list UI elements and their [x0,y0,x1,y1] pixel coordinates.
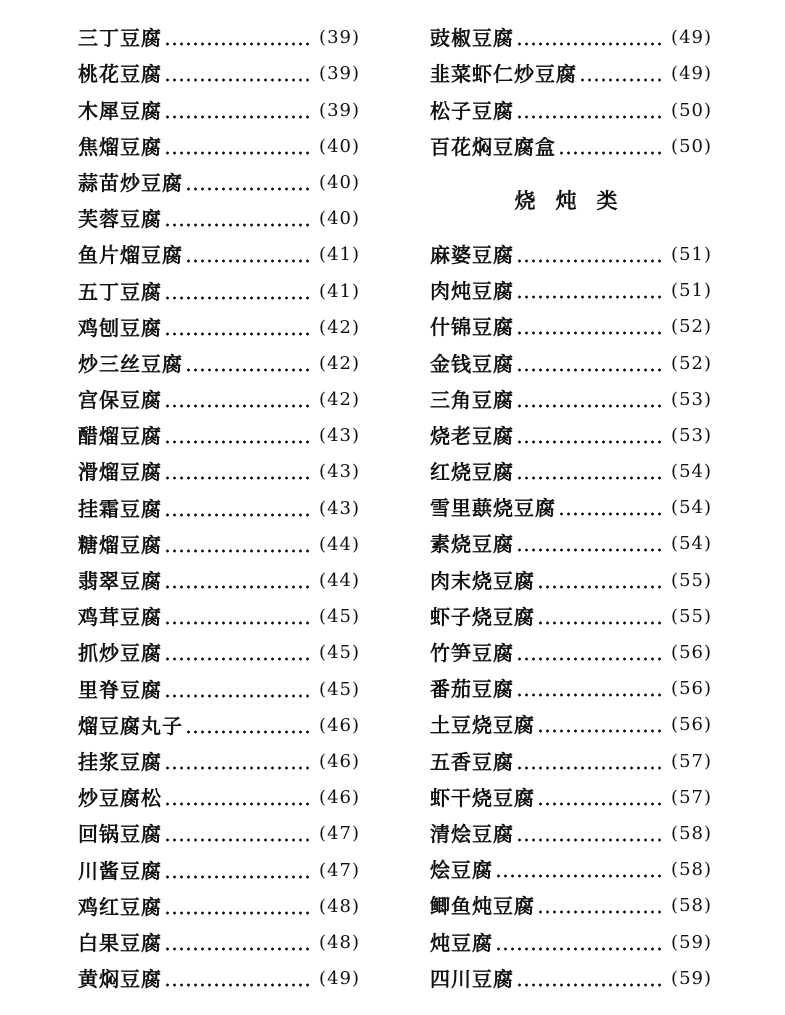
toc-entry-title: 五香豆腐 [430,749,514,774]
toc-entry-page: (50) [671,135,712,157]
toc-entry [78,925,360,961]
toc-entry-title: 红烧豆腐 [430,460,514,485]
toc-entry-page: (57) [671,786,712,808]
toc-entry-page: (56) [671,642,712,663]
toc-entry-page: (42) [319,389,360,411]
toc-entry-page: (47) [319,823,360,845]
toc-entry-title: 百花焖豆腐盒 [430,134,556,159]
toc-entry-title: 鸡茸豆腐 [78,605,162,630]
toc-entry [430,418,712,454]
toc-entry-title: 宫保豆腐 [78,388,162,413]
toc-entry-title: 回锅豆腐 [78,822,162,847]
toc-entry [78,780,360,816]
toc-entry-page: (49) [319,968,360,990]
toc-entry-page: (46) [319,750,360,772]
dot-leader [537,728,665,734]
toc-entry-page: (43) [319,425,360,447]
toc-entry-page: (39) [319,27,360,49]
toc-entry [430,961,712,997]
dot-leader [495,946,665,952]
toc-entry-page: (51) [671,280,712,302]
toc-entry [78,961,360,997]
toc-entry-title: 麻婆豆腐 [430,242,514,267]
dot-leader [537,801,665,807]
toc-entry-title: 鲫鱼炖豆腐 [430,894,535,919]
toc-entry-page: (41) [319,280,360,302]
toc-entry-page: (55) [671,569,712,591]
dot-leader [164,41,313,47]
toc-entry-page: (42) [319,316,360,338]
dot-leader [164,584,313,590]
dot-leader [558,150,665,156]
toc-entry-title: 三角豆腐 [430,387,514,412]
toc-entry-title: 肉炖豆腐 [430,279,514,304]
toc-entry-title: 焦熘豆腐 [78,134,162,159]
dot-leader [164,620,313,626]
toc-entry [78,129,360,165]
toc-entry-title: 糖熘豆腐 [78,532,162,557]
toc-entry-title: 鸡刨豆腐 [78,315,162,340]
dot-leader [516,403,665,409]
toc-entry-title: 挂浆豆腐 [78,749,162,774]
toc-entry-title: 抓炒豆腐 [78,641,162,666]
toc-entry-page: (40) [319,135,360,157]
dot-leader [164,946,313,952]
toc-entry-title: 金钱豆腐 [430,351,514,376]
toc-entry [430,56,712,92]
toc-entry-page: (44) [319,533,360,555]
dot-leader [516,439,665,445]
toc-entry-title: 四川豆腐 [430,966,514,991]
toc-entry [430,562,712,598]
toc-entry-page: (58) [671,859,712,881]
toc-entry [430,888,712,924]
dot-leader [516,692,665,698]
dot-leader [516,475,665,481]
dot-leader [164,331,313,337]
dot-leader [164,982,313,988]
toc-entry-title: 蒜苗炒豆腐 [78,170,183,195]
dot-leader [516,837,665,843]
dot-leader [516,656,665,662]
toc-entry [78,889,360,925]
toc-entry-page: (40) [319,171,360,193]
dot-leader [164,295,313,301]
toc-entry-title: 桃花豆腐 [78,62,162,87]
toc-entry-title: 素烧豆腐 [430,532,514,557]
toc-entry [78,346,360,382]
toc-entry-page: (49) [671,27,712,49]
toc-entry [430,635,712,671]
toc-entry-page: (40) [319,208,360,230]
toc-entry-page: (54) [671,533,712,555]
dot-leader [164,150,313,156]
dot-leader [164,475,313,481]
toc-entry [78,310,360,346]
dot-leader [537,620,665,626]
toc-entry-title: 鱼片熘豆腐 [78,243,183,268]
toc-entry [430,526,712,562]
section-heading: 烧炖类 [514,187,638,213]
toc-entry [430,92,712,128]
toc-entry-title: 肉末烧豆腐 [430,568,535,593]
dot-leader [516,765,665,771]
toc-entry [78,527,360,563]
toc-entry [430,816,712,852]
toc-entry-page: (47) [319,859,360,881]
dot-leader [185,729,313,735]
toc-entry [430,924,712,960]
dot-leader [516,367,665,373]
dot-leader [164,403,313,409]
toc-entry [78,599,360,635]
toc-entry-page: (54) [671,497,712,519]
toc-entry [430,237,712,273]
toc-entry [430,309,712,345]
toc-entry-title: 土豆烧豆腐 [430,713,535,738]
toc-entry-page: (48) [319,895,360,917]
toc-entry-page: (41) [319,244,360,266]
toc-entry-title: 川酱豆腐 [78,858,162,883]
toc-entry-title: 翡翠豆腐 [78,569,162,593]
dot-leader [164,765,313,771]
toc-entry [78,56,360,92]
toc-entry [78,816,360,852]
toc-entry-title: 豉椒豆腐 [430,26,514,51]
toc-entry [78,273,360,309]
dot-leader [516,982,665,988]
toc-right-top-group [430,20,712,165]
toc-entry [78,852,360,888]
dot-leader [164,801,313,807]
dot-leader [164,874,313,880]
toc-entry [430,780,712,816]
toc-entry [430,382,712,418]
dot-leader [164,439,313,445]
toc-entry-page: (53) [671,388,712,410]
toc-entry-page: (58) [671,822,712,844]
dot-leader [558,511,665,517]
toc-right-bottom-group [430,237,712,997]
dot-leader [164,693,313,699]
toc-entry-title: 清烩豆腐 [430,821,514,846]
toc-entry [78,165,360,201]
toc-entry-title: 醋熘豆腐 [78,424,162,449]
toc-entry-title: 黄焖豆腐 [78,967,162,992]
toc-entry [78,92,360,128]
toc-entry-title: 番茄豆腐 [430,677,514,702]
toc-entry [430,345,712,381]
toc-entry [430,454,712,490]
toc-entry-page: (54) [671,461,712,483]
toc-entry-title: 虾子烧豆腐 [430,604,535,629]
dot-leader [164,548,313,554]
dot-leader [495,873,665,879]
dot-leader [164,656,313,662]
toc-entry-page: (53) [671,424,712,446]
dot-leader [579,77,665,83]
toc-entry-page: (46) [319,787,360,809]
dot-leader [516,330,665,336]
toc-entry [78,708,360,744]
toc-entry [78,671,360,707]
toc-entry-page: (59) [671,967,712,989]
toc-left-column [78,20,360,997]
toc-entry-title: 雪里蕻烧豆腐 [430,496,556,521]
toc-entry-title: 鸡红豆腐 [78,894,162,919]
toc-entry-title: 竹笋豆腐 [430,641,514,665]
toc-entry [78,201,360,237]
toc-entry-page: (49) [671,63,712,85]
toc-entry-page: (46) [319,714,360,736]
toc-entry-page: (57) [671,750,712,772]
toc-entry-title: 白果豆腐 [78,930,162,955]
toc-entry [78,237,360,273]
toc-entry-page: (45) [319,606,360,628]
toc-entry-title: 松子豆腐 [430,98,514,123]
toc-entry-page: (43) [319,461,360,483]
toc-entry-title: 炖豆腐 [430,930,493,955]
dot-leader [537,909,665,915]
toc-entry-title: 挂霜豆腐 [78,496,162,521]
toc-entry-page: (43) [319,497,360,519]
toc-entry [78,490,360,526]
toc-entry-page: (44) [319,570,360,591]
toc-entry [430,707,712,743]
toc-entry [78,454,360,490]
toc-entry-title: 烧老豆腐 [430,423,514,448]
toc-entry [430,671,712,707]
toc-entry-page: (59) [671,931,712,953]
toc-entry-page: (42) [319,352,360,374]
toc-entry-title: 三丁豆腐 [78,26,162,51]
dot-leader [164,222,313,228]
toc-entry-title: 五丁豆腐 [78,279,162,304]
toc-entry-page: (52) [671,316,712,338]
toc-entry [78,563,360,599]
toc-entry-page: (56) [671,714,712,736]
dot-leader [164,512,313,518]
dot-leader [537,584,665,590]
toc-entry [430,129,712,165]
dot-leader [164,837,313,843]
toc-entry-page: (45) [319,678,360,700]
toc-entry-page: (58) [671,895,712,917]
toc-entry-page: (45) [319,642,360,664]
toc-entry-title: 什锦豆腐 [430,315,514,340]
toc-entry-page: (39) [319,99,360,121]
toc-entry-title: 熘豆腐丸子 [78,713,183,738]
toc-entry [430,273,712,309]
toc-entry [430,20,712,56]
toc-entry [78,744,360,780]
dot-leader [185,258,313,264]
toc-entry-page: (51) [671,243,712,265]
dot-leader [164,114,313,120]
toc-entry-title: 炒三丝豆腐 [78,351,183,376]
dot-leader [164,77,313,83]
dot-leader [516,547,665,553]
dot-leader [516,114,665,120]
toc-entry [78,635,360,671]
dot-leader [185,367,313,373]
toc-entry-page: (48) [319,931,360,953]
toc-entry-title: 里脊豆腐 [78,677,162,702]
toc-entry [430,852,712,888]
toc-entry-page: (55) [671,605,712,627]
dot-leader [164,910,313,916]
toc-entry [430,490,712,526]
dot-leader [185,186,313,192]
dot-leader [516,258,665,264]
toc-entry-page: (56) [671,678,712,700]
toc-entry-title: 烩豆腐 [430,858,493,883]
toc-right-column [430,20,712,997]
toc-entry-title: 炒豆腐松 [78,786,162,811]
toc-entry-title: 芙蓉豆腐 [78,207,162,232]
toc-entry [78,418,360,454]
dot-leader [516,294,665,300]
toc-entry [430,599,712,635]
toc-entry-page: (50) [671,99,712,121]
dot-leader [516,41,665,47]
toc-entry-title: 滑熘豆腐 [78,460,162,485]
toc-entry [430,743,712,779]
toc-entry-page: (39) [319,63,360,85]
toc-entry-title: 韭菜虾仁炒豆腐 [430,62,577,87]
toc-entry-title: 虾干烧豆腐 [430,785,535,810]
toc-entry [78,382,360,418]
toc-entry [78,20,360,56]
toc-entry-title: 木犀豆腐 [78,98,162,123]
toc-entry-page: (52) [671,352,712,374]
